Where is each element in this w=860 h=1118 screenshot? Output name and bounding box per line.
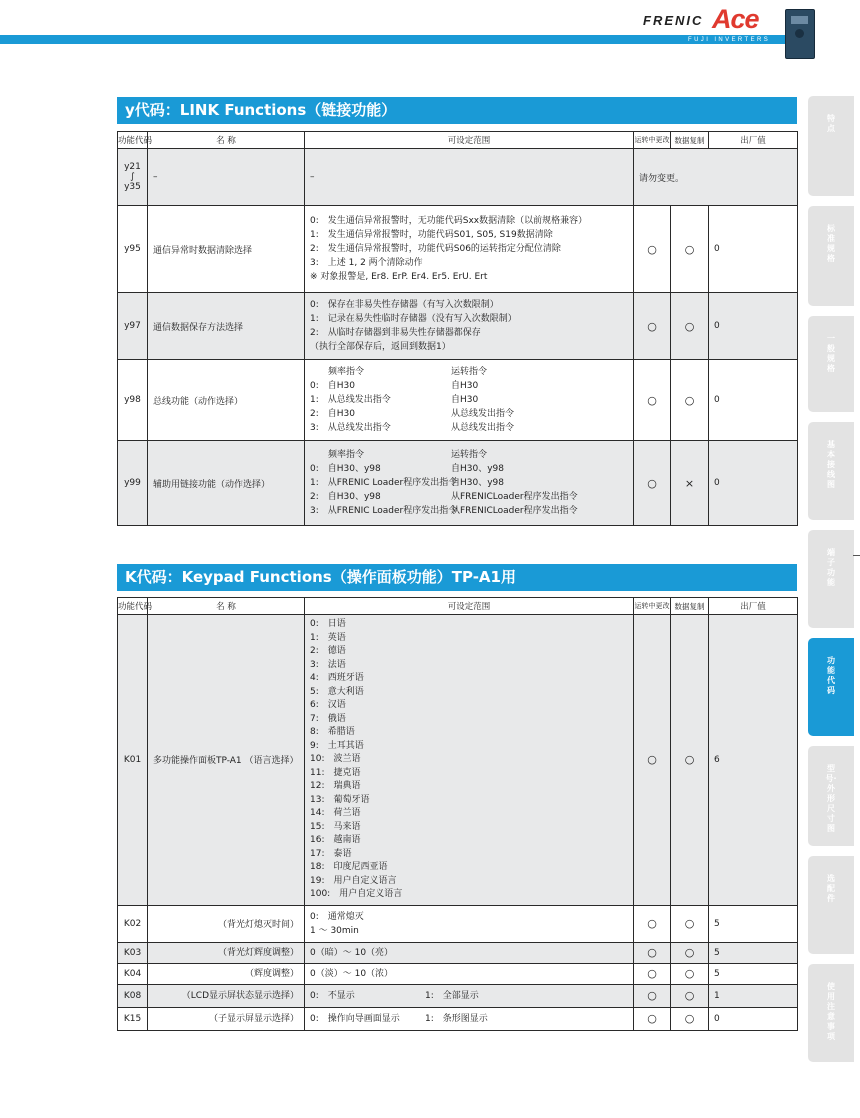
default-value: 1 — [709, 984, 798, 1007]
side-tab-options[interactable]: 选配件 — [808, 856, 854, 954]
func-range: – — [305, 149, 634, 206]
header-bar — [0, 35, 800, 44]
default-value: 6 — [709, 615, 798, 906]
col-code: 功能代码 — [118, 598, 148, 615]
data-copy-mark: ○ — [671, 905, 709, 942]
table-header-row — [118, 132, 798, 149]
col-range: 可设定范围 — [305, 132, 634, 149]
data-copy-mark: ○ — [671, 984, 709, 1007]
table-row — [118, 905, 798, 942]
func-name: （背光灯辉度调整） — [148, 942, 305, 963]
side-tab-standard-spec[interactable]: 标准规格 — [808, 206, 854, 306]
run-change-mark: ○ — [634, 360, 671, 441]
default-value: 5 — [709, 905, 798, 942]
func-code: K03 — [118, 942, 148, 963]
data-copy-mark: ○ — [671, 1007, 709, 1030]
run-change-mark: ○ — [634, 1007, 671, 1030]
inverter-device-icon — [785, 9, 815, 59]
default-value: 0 — [709, 293, 798, 360]
func-range: 0（暗）～ 10（亮） — [305, 942, 634, 963]
func-name: （背光灯熄灭时间） — [148, 905, 305, 942]
run-change-mark: ○ — [634, 942, 671, 963]
run-change-mark: ○ — [634, 206, 671, 293]
table-header-row — [118, 598, 798, 615]
func-name: （子显示屏显示选择） — [148, 1007, 305, 1030]
table-row — [118, 441, 798, 526]
default-value: 0 — [709, 1007, 798, 1030]
func-name: （辉度调整） — [148, 963, 305, 984]
func-name: 辅助用链接功能（动作选择） — [148, 441, 305, 526]
default-value: 0 — [709, 441, 798, 526]
func-name: – — [148, 149, 305, 206]
func-name: 多功能操作面板TP-A1 （语言选择） — [148, 615, 305, 906]
data-copy-mark: ○ — [671, 963, 709, 984]
table-row — [118, 293, 798, 360]
side-tab-precautions[interactable]: 使用注意事项 — [808, 964, 854, 1062]
col-default: 出厂值 — [709, 598, 798, 615]
run-change-mark: ○ — [634, 441, 671, 526]
func-code: K02 — [118, 905, 148, 942]
func-code: K04 — [118, 963, 148, 984]
table-row — [118, 984, 798, 1007]
col-run-change: 运转中更改 — [634, 598, 671, 615]
run-change-mark: ○ — [634, 984, 671, 1007]
func-note: 请勿变更。 — [634, 149, 798, 206]
default-value: 0 — [709, 206, 798, 293]
func-code: y98 — [118, 360, 148, 441]
func-code: K08 — [118, 984, 148, 1007]
func-code: y97 — [118, 293, 148, 360]
col-name: 名 称 — [148, 598, 305, 615]
func-range: 0（淡）～ 10（浓） — [305, 963, 634, 984]
k-section-title: K代码：Keypad Functions（操作面板功能）TP-A1用 — [117, 564, 797, 591]
side-tab-wiring[interactable]: 基本接线图 — [808, 422, 854, 520]
run-change-mark: ○ — [634, 963, 671, 984]
k-code-table — [117, 597, 798, 1031]
data-copy-mark: ○ — [671, 942, 709, 963]
default-value: 5 — [709, 963, 798, 984]
table-row — [118, 615, 798, 906]
side-tab-function-codes[interactable]: 功能代码 — [808, 638, 854, 736]
data-copy-mark: ○ — [671, 293, 709, 360]
col-data-copy: 数据复制 — [671, 132, 709, 149]
func-name: （LCD显示屏状态显示选择） — [148, 984, 305, 1007]
func-name: 总线功能（动作选择） — [148, 360, 305, 441]
run-change-mark: ○ — [634, 615, 671, 906]
run-change-mark: ○ — [634, 293, 671, 360]
brand-subtitle: FUJI INVERTERS — [688, 37, 771, 43]
side-tab-terminal[interactable]: 端子功能 — [808, 530, 854, 628]
col-run-change: 运转中更改 — [634, 132, 671, 149]
default-value: 5 — [709, 942, 798, 963]
func-range: 0: 日语 1: 英语 2: 德语 3: 法语 4: 西班牙语 5: 意大利语 6: 汉语 7: 俄语 8: 希腊语 9: 土耳其语 10: 波兰语 11: 捷克语 12: 瑞典语 13: 葡萄牙语 14: 荷兰语 15: 马来语 16: 越南语 17: 泰语 18: 印度尼西亚语 19: 用户自定义语言 100: 用户自定义语言 — [305, 615, 634, 906]
col-code: 功能代码 — [118, 132, 148, 149]
func-range: 0: 通常熄灭 1 ～ 30min — [305, 905, 634, 942]
func-range: 0: 操作向导画面显示 1: 条形图显示 — [305, 1007, 634, 1030]
table-row — [118, 149, 798, 206]
func-range: 0: 发生通信异常报警时，无功能代码Sxx数据清除（以前规格兼容） 1: 发生通信异常报警时，功能代码S01, S05, S19数据清除 2: 发生通信异常报警时，功能代码S06的运转指定分配位清除 3: 上述 1, 2 两个清除动作 ※ 对象报警是, Er8. ErP. Er4. Er5. ErU. Ert — [305, 206, 634, 293]
side-tab-dimensions[interactable]: 型号·外形尺寸图 — [808, 746, 854, 846]
func-name: 通信数据保存方法选择 — [148, 293, 305, 360]
data-copy-mark: ○ — [671, 360, 709, 441]
func-range: 0: 不显示 1: 全部显示 — [305, 984, 634, 1007]
run-change-mark: ○ — [634, 905, 671, 942]
func-range: 频率指令 运转指令 0: 自H30、y98 自H30、y98 1: 从FRENIC Loader程序发出指令 自H30、y98 2: 自H30、y98 从FRENICLoader程序发出指令 3: 从FRENIC Loader程序发出指令 从FRENICLoader程序发出指令 — [305, 441, 634, 526]
y-section-title: y代码：LINK Functions（链接功能） — [117, 97, 797, 124]
func-range: 0: 保存在非易失性存储器（有写入次数限制） 1: 记录在易失性临时存储器（没有写入次数限制） 2: 从临时存储器到非易失性存储器都保存 （执行全部保存后，返回到数据1） — [305, 293, 634, 360]
table-row — [118, 963, 798, 984]
func-code: y95 — [118, 206, 148, 293]
func-code: K15 — [118, 1007, 148, 1030]
table-row — [118, 1007, 798, 1030]
data-copy-mark: ○ — [671, 206, 709, 293]
y-code-table — [117, 131, 798, 526]
func-code: y99 — [118, 441, 148, 526]
func-code: y21 ∫ y35 — [118, 149, 148, 206]
default-value: 0 — [709, 360, 798, 441]
func-code: K01 — [118, 615, 148, 906]
func-name: 通信异常时数据清除选择 — [148, 206, 305, 293]
data-copy-mark: × — [671, 441, 709, 526]
table-row — [118, 942, 798, 963]
side-tab-features[interactable]: 特点 — [808, 96, 854, 196]
table-row — [118, 360, 798, 441]
col-name: 名 称 — [148, 132, 305, 149]
col-default: 出厂值 — [709, 132, 798, 149]
brand-frenic: FRENIC — [643, 13, 704, 28]
brand-ace-logo: Ace — [712, 4, 759, 34]
data-copy-mark: ○ — [671, 615, 709, 906]
side-tab-general-spec[interactable]: 一般规格 — [808, 316, 854, 412]
col-range: 可设定范围 — [305, 598, 634, 615]
col-data-copy: 数据复制 — [671, 598, 709, 615]
page-edge-mark — [853, 555, 860, 556]
table-row — [118, 206, 798, 293]
func-range: 频率指令 运转指令 0: 自H30 自H30 1: 从总线发出指令 自H30 2: 自H30 从总线发出指令 3: 从总线发出指令 从总线发出指令 — [305, 360, 634, 441]
